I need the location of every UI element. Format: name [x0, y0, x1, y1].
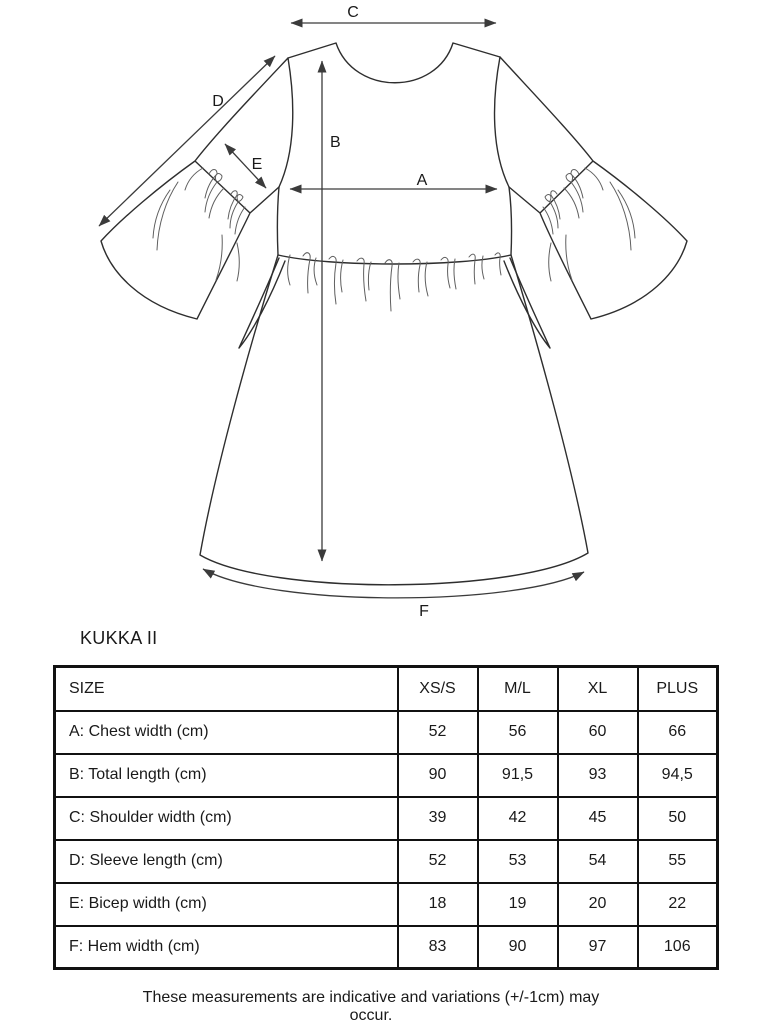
size-chart-header-row [55, 667, 718, 711]
table-row-total-length [55, 754, 718, 797]
cell-value: 20 [558, 883, 638, 926]
row-label: B: Total length (cm) [55, 754, 398, 797]
measure-label-a: A [416, 172, 428, 189]
table-row-chest-width [55, 711, 718, 754]
size-column-header: SIZE [55, 667, 398, 711]
table-row-sleeve-length [55, 840, 718, 883]
product-name: KUKKA II [80, 628, 158, 648]
measure-label-f: F [419, 603, 429, 620]
row-label: C: Shoulder width (cm) [55, 797, 398, 840]
table-row-hem-width [55, 926, 718, 969]
size-chart-table [53, 665, 719, 970]
cell-value: 19 [478, 883, 558, 926]
measure-arrow-d [99, 56, 275, 226]
cell-value: 90 [478, 926, 558, 969]
left-sleeve-gather-lines [153, 168, 245, 281]
right-pocket-slit [504, 258, 550, 348]
cell-value: 39 [398, 797, 478, 840]
table-row-bicep-width [55, 883, 718, 926]
cell-value: 90 [398, 754, 478, 797]
size-header-xl: XL [558, 667, 638, 711]
cell-value: 45 [558, 797, 638, 840]
cell-value: 50 [638, 797, 718, 840]
measure-label-d: D [212, 93, 224, 110]
cell-value: 54 [558, 840, 638, 883]
cell-value: 60 [558, 711, 638, 754]
cell-value: 66 [638, 711, 718, 754]
measurement-disclaimer: These measurements are indicative and variations (+/-1cm) may occur. [142, 989, 600, 1024]
cell-value: 55 [638, 840, 718, 883]
left-sleeve-outline [101, 58, 288, 319]
left-pocket-slit [239, 258, 285, 348]
cell-value: 97 [558, 926, 638, 969]
cell-value: 93 [558, 754, 638, 797]
size-header-plus: PLUS [638, 667, 718, 711]
cell-value: 52 [398, 711, 478, 754]
right-sleeve-gather-lines [543, 168, 635, 281]
cell-value: 94,5 [638, 754, 718, 797]
cell-value: 53 [478, 840, 558, 883]
cell-value: 56 [478, 711, 558, 754]
cell-value: 106 [638, 926, 718, 969]
size-header-ml: M/L [478, 667, 558, 711]
cell-value: 22 [638, 883, 718, 926]
row-label: E: Bicep width (cm) [55, 883, 398, 926]
bodice-outline [277, 43, 511, 264]
row-label: A: Chest width (cm) [55, 711, 398, 754]
cell-value: 18 [398, 883, 478, 926]
measure-label-c: C [347, 4, 359, 21]
cell-value: 52 [398, 840, 478, 883]
table-row-shoulder-width [55, 797, 718, 840]
measure-label-e: E [251, 156, 263, 173]
right-sleeve-outline [500, 57, 687, 319]
row-label: F: Hem width (cm) [55, 926, 398, 969]
cell-value: 83 [398, 926, 478, 969]
cell-value: 91,5 [478, 754, 558, 797]
row-label: D: Sleeve length (cm) [55, 840, 398, 883]
measure-label-b: B [330, 134, 341, 151]
cell-value: 42 [478, 797, 558, 840]
size-header-xss: XS/S [398, 667, 478, 711]
